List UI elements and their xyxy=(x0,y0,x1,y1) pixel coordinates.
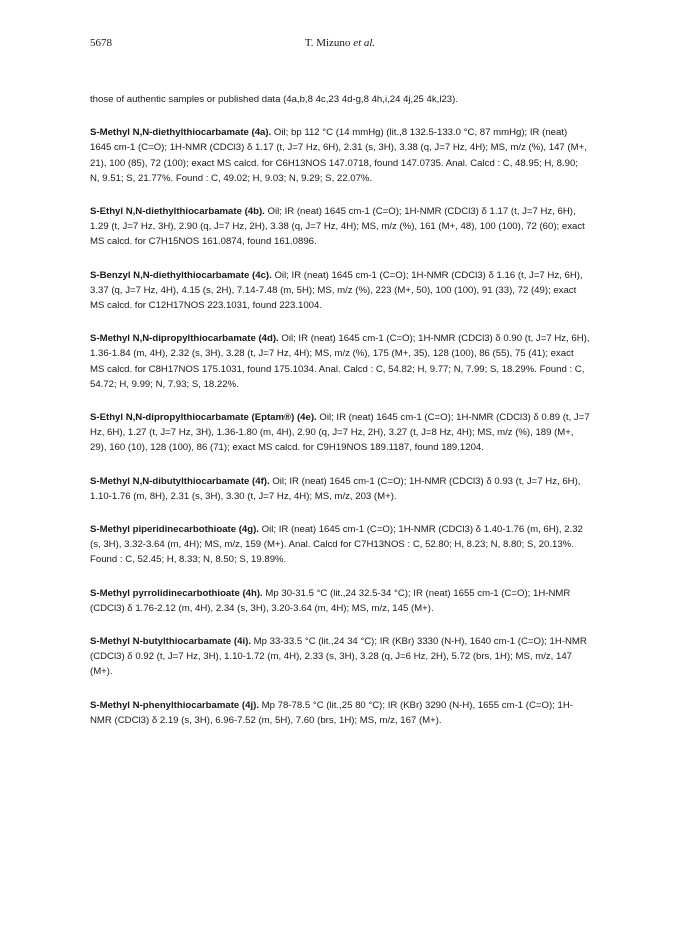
compound-title: S-Methyl N,N-dipropylthiocarbamate (4d). xyxy=(90,333,279,345)
compound-entry xyxy=(90,522,590,568)
page-number: 5678 xyxy=(90,37,112,49)
compound-entry xyxy=(90,634,590,680)
compound-title: S-Methyl piperidinecarbothioate (4g). xyxy=(90,524,259,536)
compound-entry xyxy=(90,410,590,456)
compound-data: Oil; IR (neat) 1645 cm-1 (C=O); 1H-NMR (CDCl3) δ 1.40-1.76 (m, 6H), 2.32 (s, 3H), 3.32-3.64 (m, 4H); MS, m/z, 159 (M+). Anal. Calcd for C7H13NOS : C, 52.80; H, 8.23; N, 8.80; S, 20.13%. Found : C, 52.45; H, 8.33; N, 8.50; S, 19.89%. xyxy=(90,524,583,566)
compound-title: S-Methyl pyrrolidinecarbothioate (4h). xyxy=(90,587,263,599)
compound-data: Oil; IR (neat) 1645 cm-1 (C=O); 1H-NMR (CDCl3) δ 0.89 (t, J=7 Hz, 6H), 1.27 (t, J=7 Hz, 3H), 1.36-1.80 (m, 4H), 2.90 (q, J=7 Hz, 2H), 3.27 (t, J=8 Hz, 4H); MS, m/z (%), 189 (M+, 29), 160 (10), 128 (100), 86 (71); exact MS calcd. for C9H19NOS 189.1187, found 189.1204. xyxy=(90,412,590,454)
compound-title: S-Ethyl N,N-diethylthiocarbamate (4b). xyxy=(90,206,265,218)
compound-data: Oil; IR (neat) 1645 cm-1 (C=O); 1H-NMR (CDCl3) δ 0.90 (t, J=7 Hz, 6H), 1.36-1.84 (m, 4H), 2.32 (s, 3H), 3.28 (t, J=7 Hz, 4H); MS, m/z (%), 175 (M+, 35), 128 (100), 86 (55), 75 (41); exact MS calcd. for C8H17NOS 175.1031, found 175.1034. Anal. Calcd : C, 54.82; H, 9.77; N, 7.99; S, 18.29%. Found : C, 54.72; H, 9.99; N, 7.93; S, 18.22%. xyxy=(90,333,590,390)
compound-entries xyxy=(90,125,590,728)
compound-title: S-Methyl N,N-dibutylthiocarbamate (4f). xyxy=(90,475,270,487)
compound-data: Oil; IR (neat) 1645 cm-1 (C=O); 1H-NMR (CDCl3) δ 0.93 (t, J=7 Hz, 6H), 1.10-1.76 (m, 8H), 2.31 (s, 3H), 3.30 (t, J=7 Hz, 4H); MS, m/z, 203 (M+). xyxy=(90,475,581,502)
experimental-section xyxy=(90,92,590,746)
running-head-author: T. Mizuno xyxy=(304,37,351,49)
compound-title: S-Ethyl N,N-dipropylthiocarbamate (Eptam®) (4e). xyxy=(90,412,317,424)
compound-entry xyxy=(90,474,590,504)
compound-title: S-Methyl N,N-diethylthiocarbamate (4a). xyxy=(90,127,272,139)
compound-entry xyxy=(90,698,590,728)
compound-data: Oil; IR (neat) 1645 cm-1 (C=O); 1H-NMR (CDCl3) δ 1.16 (t, J=7 Hz, 6H), 3.37 (q, J=7 Hz, 4H), 4.15 (s, 2H), 7.14-7.48 (m, 5H); MS, m/z (%), 223 (M+, 50), 100 (100), 91 (33), 72 (49); exact MS calcd. for C12H17NOS 223.1031, found 223.1004. xyxy=(90,269,583,312)
intro-paragraph: those of authentic samples or published data (4a,b,8 4c,23 4d-g,8 4h,i,24 4j,25 4k,l23). xyxy=(90,94,459,105)
page-header xyxy=(90,37,590,53)
compound-data: Mp 30-31.5 °C (lit.,24 32.5-34 °C); IR (neat) 1655 cm-1 (C=O); 1H-NMR (CDCl3) δ 1.76-2.12 (m, 4H), 2.34 (s, 3H), 3.20-3.64 (m, 4H); MS, m/z, 145 (M+). xyxy=(90,587,571,614)
compound-entry xyxy=(90,331,590,392)
compound-data: Mp 78-78.5 °C (lit.,25 80 °C); IR (KBr) 3290 (N-H), 1655 cm-1 (C=O); 1H-NMR (CDCl3) δ 2.19 (s, 3H), 6.96-7.52 (m, 5H), 7.60 (brs, 1H); MS, m/z, 167 (M+). xyxy=(90,699,573,726)
compound-entry xyxy=(90,125,590,186)
compound-entry xyxy=(90,586,590,616)
running-head-et-al: et al. xyxy=(353,37,376,49)
compound-data: Oil; bp 112 °C (14 mmHg) (lit.,8 132.5-133.0 °C, 87 mmHg); IR (neat) 1645 cm-1 (C=O); 1H-NMR (CDCl3) δ 1.17 (t, J=7 Hz, 6H), 2.31 (s, 3H), 3.38 (q, J=7 Hz, 4H); MS, m/z (%), 147 (M+, 21), 100 (85), 72 (100); exact MS calcd. for C6H13NOS 147.0718, found 147.0735. Anal. Calcd : C, 48.95; H, 8.90; N, 9.51; S, 21.77%. Found : C, 49.02; H, 9.03; N, 9.29; S, 22.07%. xyxy=(90,127,587,184)
compound-data: Mp 33-33.5 °C (lit.,24 34 °C); IR (KBr) 3330 (N-H), 1640 cm-1 (C=O); 1H-NMR (CDCl3) δ 0.92 (t, J=7 Hz, 3H), 1.10-1.72 (m, 4H), 2.33 (s, 3H), 3.28 (q, J=6 Hz, 2H), 5.72 (brs, 1H); MS, m/z, 147 (M+). xyxy=(90,636,587,678)
compound-title: S-Benzyl N,N-diethylthiocarbamate (4c). xyxy=(90,269,272,281)
compound-title: S-Methyl N-phenylthiocarbamate (4j). xyxy=(90,699,259,711)
compound-data: Oil; IR (neat) 1645 cm-1 (C=O); 1H-NMR (CDCl3) δ 1.17 (t, J=7 Hz, 6H), 1.29 (t, J=7 Hz, 3H), 2.90 (q, J=7 Hz, 2H), 3.38 (q, J=7 Hz, 4H); MS, m/z (%), 161 (M+, 48), 100 (100), 72 (60); exact MS calcd. for C7H15NOS 161.0874, found 161.0896. xyxy=(90,206,585,248)
compound-entry xyxy=(90,204,590,250)
compound-entry xyxy=(90,268,590,314)
compound-title: S-Methyl N-butylthiocarbamate (4i). xyxy=(90,636,251,648)
running-head xyxy=(90,37,590,49)
